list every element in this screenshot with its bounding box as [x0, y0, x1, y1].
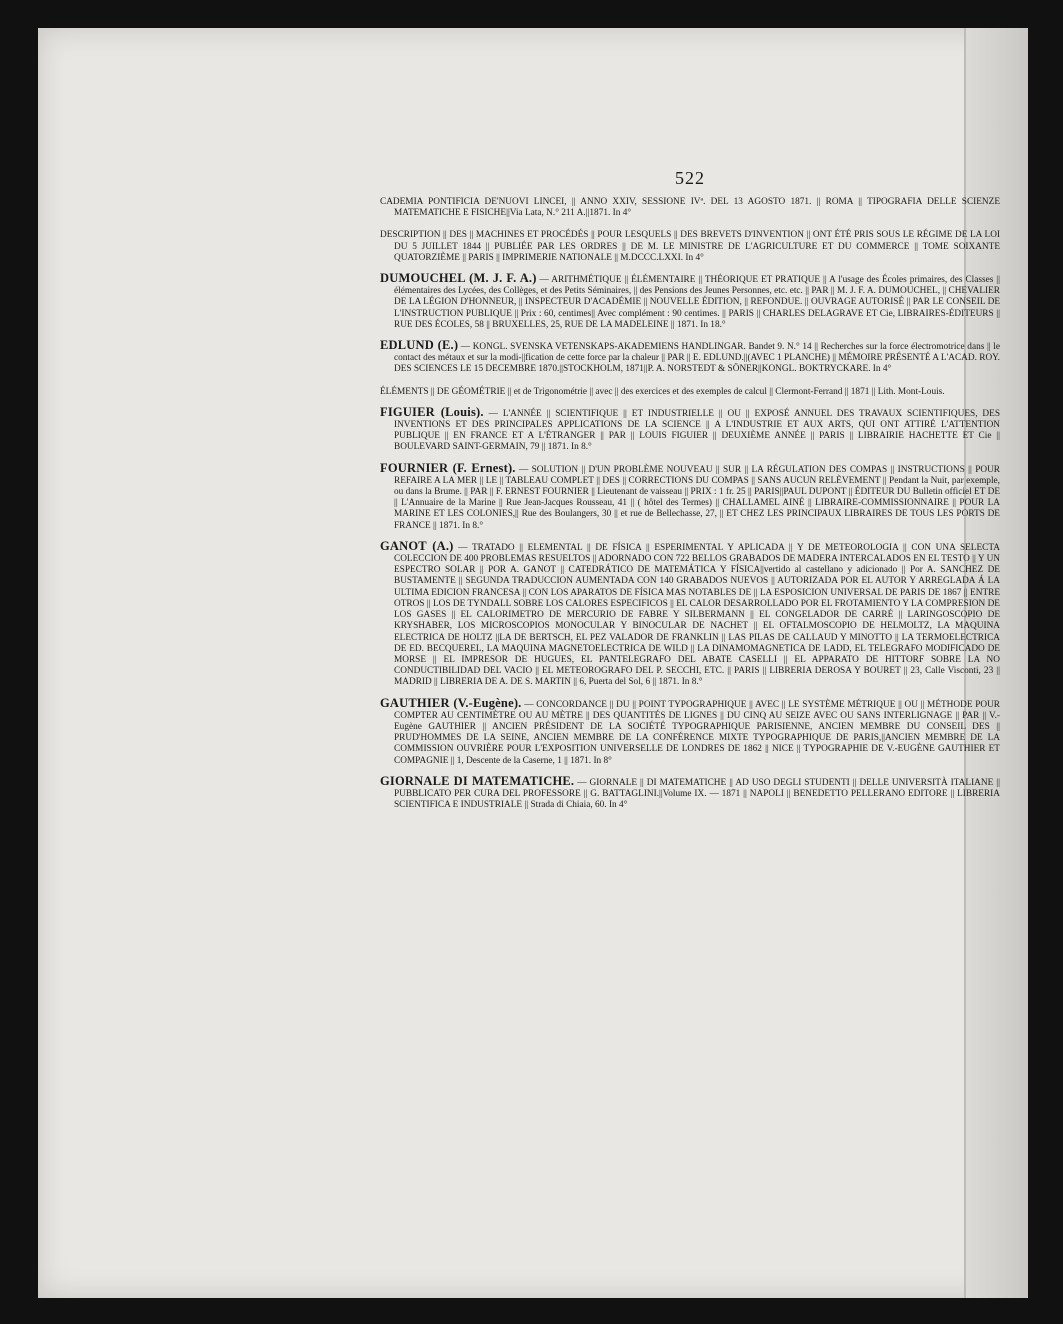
bibliography-entry	[380, 695, 1000, 767]
entry-text: — KONGL. SVENSKA VETENSKAPS-AKADEMIENS HANDLINGAR. Bandet 9. N.° 14 || Recherches sur la force électromotrice dans || le contact des métaux et sur la modi-||fication de cette force par la chaleur || PAR || E. EDLUND.||(AVEC 1 PLANCHE) || MÉMOIRE PRÉSENTÉ A L'ACAD. ROY. DES SCIENCES LE 15 DECEMBRE 1870.||STOCKHOLM, 1871||P. A. NORSTEDT & SÖNER||KONGL. BOKTRYCKARE. In 4°	[394, 342, 1000, 375]
entry-heading: FOURNIER (F. Ernest).	[380, 460, 516, 475]
entry-heading: GAUTHIER (V.-Eugène).	[380, 695, 522, 710]
bibliography-entry	[380, 385, 1000, 398]
scanned-page	[38, 28, 1028, 1298]
page-number: 522	[675, 168, 705, 188]
bibliography-entry	[380, 195, 1000, 219]
bibliography-entry	[380, 538, 1001, 689]
entry-text: — CONCORDANCE || DU || POINT TYPOGRAPHIQUE || AVEC || LE SYSTÈME MÉTRIQUE || OU || MÉTHODE POUR COMPTER AU CENTIMÈTRE OU AU MÈTRE || DES QUANTITÉS DE LIGNES || DU CINQ AU SEIZE AVEC OU SANS INTERLIGNAGE || PAR || V.-Eugène GAUTHIER || ANCIEN PRÉSIDENT DE LA SOCIÉTÉ TYPOGRAPHIQUE PARISIENNE, ANCIEN MEMBRE DU CONSEIL DES || PRUD'HOMMES DE LA SEINE, ANCIEN MEMBRE DE LA CONFÉRENCE MIXTE TYPOGRAPHIQUE DE PARIS,||ANCIEN MEMBRE DE LA COMMISSION OUVRIÈRE POUR L'EXPOSITION UNIVERSELLE DE LONDRES DE 1862 || NICE || TYPOGRAPHIE DE V.-EUGÈNE GAUTHIER ET COMPAGNIE || 1, Descente de la Caserne, 1 || 1871. In 8°	[394, 699, 1000, 766]
entry-text: — TRATADO || ELEMENTAL || DE FÍSICA || ESPERIMENTAL Y APLICADA || Y DE METEOROLOGIA || CON UNA SELECTA COLECCION DE 400 PROBLEMAS RESUELTOS || ADORNADO CON 722 BELLOS GRABADOS DE MADERA INTERCALADOS EN EL TESTO || Y UN ESPECTRO SOLAR || POR A. GANOT || CATEDRÁTICO DE MATEMÁTICA Y FÍSICA||vertido al castellano y adicionado || Por A. SANCHEZ DE BUSTAMENTE || SEGUNDA TRADUCCION AUMENTADA CON 140 GRABADOS NUEVOS || AUTORIZADA POR EL AUTOR Y ARREGLADA Á LA ULTIMA EDICION FRANCESA || CON LOS APARATOS DE FÍSICA MAS NOTABLES DE || LA ESPOSICION UNIVERSAL DE PARIS DE 1867 || ENTRE OTROS || LOS DE TYNDALL SOBRE LOS CALORES ESPECIFICOS || EL CALOR DESARROLLADO POR EL FROTAMIENTO Y LA COMPRESION DE LOS GASES || EL CALORIMETRO DE MERCURIO DE FABRE Y SILBERMANN || EL CONGELADOR DE CARRÉ || LARINGOSCOPIO DE KRYSHABER, LOS MICROSCOPIOS MONOCULAR Y BINOCULAR DE NACHET || EL OFTALMOSCOPIO DE HELMOLTZ, LA MAQUINA ELECTRICA DE HOLTZ ||LA DE BERTSCH, EL PEZ VALADOR DE FRANKLIN || LAS PILAS DE CALLAUD Y MINOTTO || LA TERMOELECTRICA DE ED. BECQUEREL, LA MAQUINA MAGNETOELECTRICA DE WILD || LA DINAMOMAGNETICA DE LADD, EL TELEGRAFO MODIFICADO DE MORSE || EL IMPRESOR DE HUGUES, EL PANTELEGRAFO DEL ABATE CASELLI || EL APPARATO DE HITTORF SOBRE LA NO CONDUCTIBILIDAD DEL VACIO || EL METEOROGRAFO DEL P. SECCHI, ETC. || PARIS || LIBRERIA DEROSA Y BOURET || 23, Calle Visconti, 23 || MADRID || LIBRERIA DE A. DE S. MARTIN || 6, Puerta del Sol, 6 || 1871. In 8.°	[394, 542, 1001, 688]
entry-heading: EDLUND (E.)	[380, 338, 459, 353]
bibliography-entry	[380, 404, 1000, 454]
entry-text: DESCRIPTION || DES || MACHINES ET PROCÉDÉS || POUR LESQUELS || DES BREVETS D'INVENTION || ONT ÉTÉ PRIS SOUS LE RÉGIME DE LA LOI DU 5 JUILLET 1844 || PUBLIÉE PAR LES ORDRES || DE M. LE MINISTRE DE L'AGRICULTURE ET DU COMMERCE || TOME SOIXANTE QUATORZIÈME || PARIS || IMPRIMERIE NATIONALE || M.DCCC.LXXI. In 4°	[380, 230, 1000, 263]
entry-text: — L'ANNÉE || SCIENTIFIQUE || ET INDUSTRIELLE || OU || EXPOSÉ ANNUEL DES TRAVAUX SCIENTIFIQUES, DES INVENTIONS ET DES PRINCIPALES APPLICATIONS DE LA SCIENCE || A L'INDUSTRIE ET AUX ARTS, QUI ONT ATTIRÉ L'ATTENTION PUBLIQUE || EN FRANCE ET A L'ÉTRANGER || PAR || LOUIS FIGUIER || DEUXIÈME ANNÉE || PARIS || LIBRAIRIE HACHETTE ET Cie || BOULEVARD SAINT-GERMAIN, 79 || 1871. In 8.°	[394, 408, 1000, 453]
bibliography-column	[380, 168, 1000, 820]
bibliography-entry	[380, 340, 1000, 376]
entry-heading: GANOT (A.)	[380, 538, 454, 553]
entry-text: — SOLUTION || D'UN PROBLÈME NOUVEAU || SUR || LA RÉGULATION DES COMPAS || INSTRUCTIONS || POUR REFAIRE A LA MER || LE || TABLEAU COMPLET || DES || CORRECTIONS DU COMPAS || SANS AUCUN RELÈVEMENT || Pendant la Nuit, par exemple, ou dans la Brume. || PAR || F. ERNEST FOURNIER || Lieutenant de vaisseau || PRIX : 1 fr. 25 || PARIS||PAUL DUPONT || ÉDITEUR DU Bulletin officiel ET DE || L'Annuaire de la Marine || Rue Jean-Jacques Rousseau, 41 || ( hôtel des Termes) || CHALLAMEL AINÉ || LIBRAIRE-COMMISSIONNAIRE || POUR LA MARINE ET LES COLONIES,|| Rue des Boulangers, 30 || et rue de Bellechasse, 27, || ET CHEZ LES PRINCIPAUX LIBRAIRES DE TOUS LES PORTS DE FRANCE || 1871. In 8.°	[394, 464, 1000, 531]
bibliography-entry	[380, 228, 1000, 264]
entry-heading: DUMOUCHEL (M. J. F. A.)	[380, 271, 537, 286]
entry-text: — ARITHMÉTIQUE || ÉLÉMENTAIRE || THÉORIQUE ET PRATIQUE || A l'usage des Écoles primaires, des Classes || élémentaires des Lycées, des Collèges, et des Petits Séminaires, || des Pensions des Jeunes Personnes, etc. etc. || PAR || M. J. F. A. DUMOUCHEL, || CHEVALIER DE LA LÉGION D'HONNEUR, || INSPECTEUR D'ACADÉMIE || NOUVELLE ÉDITION, || REFONDUE. || OUVRAGE AUTORISÉ || PAR LE CONSEIL DE L'INSTRUCTION PUBLIQUE || Prix : 60, centimes|| Avec complément : 90 centimes. || PARIS || CHARLES DELAGRAVE ET Cie, LIBRAIRES-ÉDITEURS || RUE DES ÉCOLES, 58 || BRUXELLES, 25, RUE DE LA MADELEINE || 1871. In 18.°	[394, 275, 1000, 330]
entry-text: ÉLÉMENTS || DE GÉOMÉTRIE || et de Trigonométrie || avec || des exercices et des exemples de calcul || Clermont-Ferrand || 1871 || Lith. Mont-Louis.	[380, 386, 945, 397]
bibliography-entry	[380, 273, 1000, 331]
entry-heading: FIGUIER (Louis).	[380, 404, 484, 419]
entry-heading: GIORNALE DI MATEMATICHE.	[380, 773, 575, 788]
bibliography-entry	[380, 460, 1000, 532]
entry-text: CADEMIA PONTIFICIA DE'NUOVI LINCEI, || ANNO XXIV, SESSIONE IVª. DEL 13 AGOSTO 1871. || ROMA || TIPOGRAFIA DELLE SCIENZE MATEMATICHE E FISICHE||Via Lata, N.° 211 A.||1871. In 4°	[380, 197, 1000, 219]
bibliography-entry	[380, 773, 1000, 812]
entry-text: — GIORNALE || DI MATEMATICHE || AD USO DEGLI STUDENTI || DELLE UNIVERSITÀ ITALIANE || PUBBLICATO PER CURA DEL PROFESSORE || G. BATTAGLINI.||Volume IX. — 1871 || NAPOLI || BENEDETTO PELLERANO EDITORE || LIBRERIA SCIENTIFICA E INDUSTRIALE || Strada di Chiaia, 60. In 4°	[394, 777, 1000, 811]
